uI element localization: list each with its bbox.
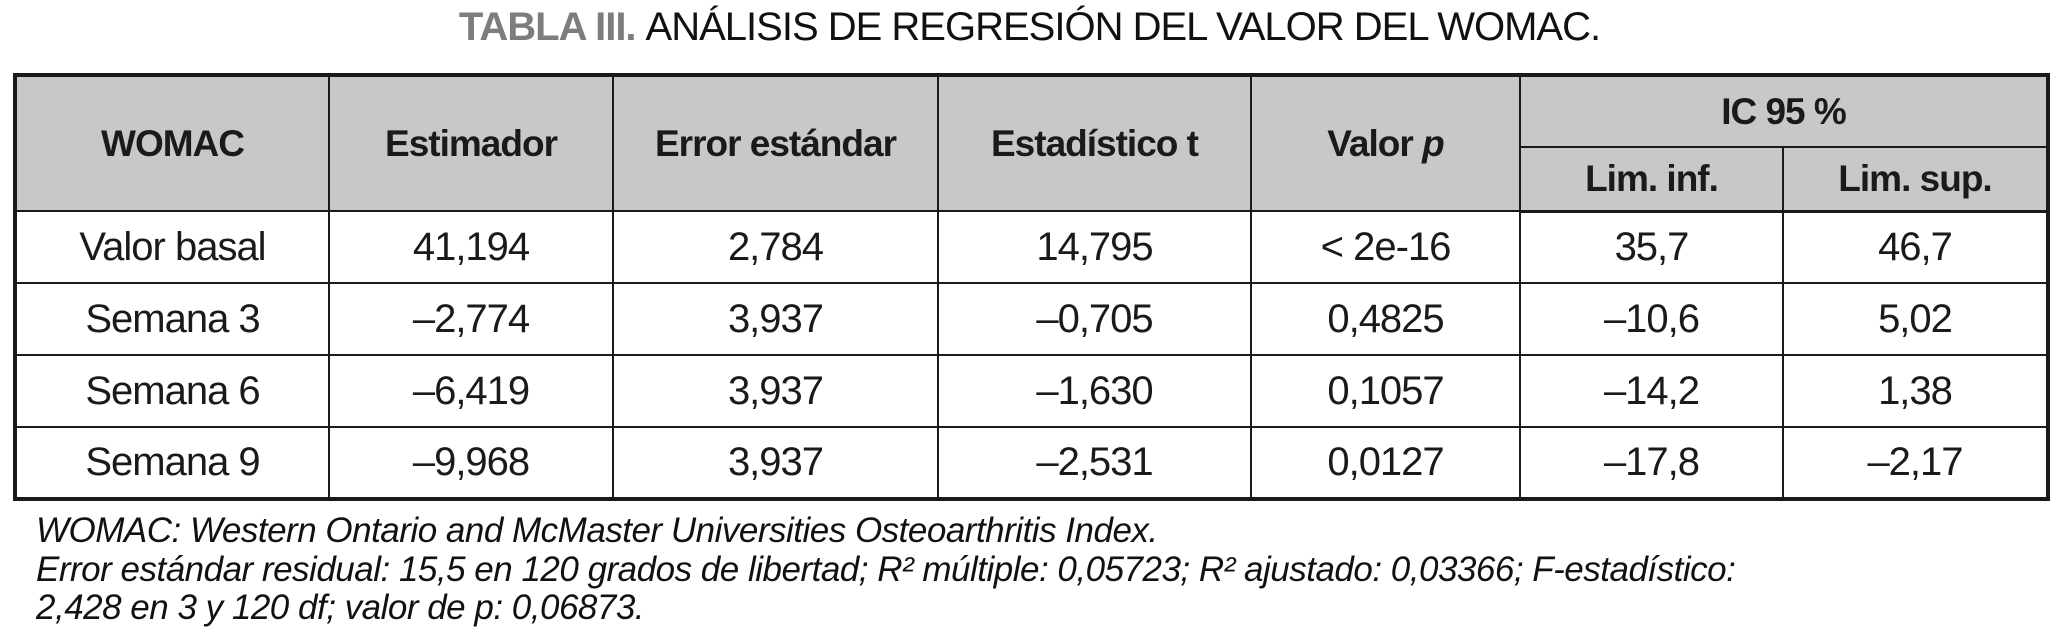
valor-p-prefix: Valor — [1327, 122, 1413, 164]
cell-lim-sup: 46,7 — [1783, 211, 2048, 283]
regression-table — [13, 73, 2050, 501]
cell-estadistico-t: –1,630 — [938, 355, 1251, 427]
cell-lim-inf: –10,6 — [1520, 283, 1783, 355]
cell-lim-sup: 1,38 — [1783, 355, 2048, 427]
table-footnotes — [36, 512, 2036, 628]
cell-valor-p: 0,4825 — [1251, 283, 1520, 355]
table-row-semana-9 — [15, 427, 2048, 499]
table-body — [15, 211, 2048, 499]
cell-error-estandar: 3,937 — [613, 355, 938, 427]
cell-estimador: –2,774 — [329, 283, 613, 355]
cell-estimador: –6,419 — [329, 355, 613, 427]
cell-estadistico-t: –0,705 — [938, 283, 1251, 355]
cell-error-estandar: 3,937 — [613, 283, 938, 355]
col-header-womac: WOMAC — [15, 75, 329, 211]
table-caption-number: TABLA III. — [458, 5, 636, 49]
footnote-model-stats-line2: 2,428 en 3 y 120 df; valor de p: 0,06873. — [36, 588, 645, 627]
cell-row-label: Semana 9 — [15, 427, 329, 499]
cell-estimador: 41,194 — [329, 211, 613, 283]
valor-p-symbol: p — [1422, 122, 1444, 164]
table-row-semana-3 — [15, 283, 2048, 355]
col-header-error-estandar: Error estándar — [613, 75, 938, 211]
cell-valor-p: < 2e-16 — [1251, 211, 1520, 283]
cell-lim-inf: 35,7 — [1520, 211, 1783, 283]
cell-error-estandar: 2,784 — [613, 211, 938, 283]
cell-lim-sup: 5,02 — [1783, 283, 2048, 355]
cell-row-label: Valor basal — [15, 211, 329, 283]
header-row-1 — [15, 75, 2048, 147]
table-row-semana-6 — [15, 355, 2048, 427]
cell-valor-p: 0,0127 — [1251, 427, 1520, 499]
cell-estimador: –9,968 — [329, 427, 613, 499]
col-header-lim-sup: Lim. sup. — [1783, 147, 2048, 211]
table-caption-text: ANÁLISIS DE REGRESIÓN DEL VALOR DEL WOMAC. — [645, 5, 1601, 49]
cell-lim-sup: –2,17 — [1783, 427, 2048, 499]
col-header-lim-inf: Lim. inf. — [1520, 147, 1783, 211]
cell-estadistico-t: –2,531 — [938, 427, 1251, 499]
cell-error-estandar: 3,937 — [613, 427, 938, 499]
cell-row-label: Semana 3 — [15, 283, 329, 355]
cell-row-label: Semana 6 — [15, 355, 329, 427]
cell-valor-p: 0,1057 — [1251, 355, 1520, 427]
col-header-valor-p — [1251, 75, 1520, 211]
table-header — [15, 75, 2048, 211]
table-row-valor-basal — [15, 211, 2048, 283]
cell-lim-inf: –14,2 — [1520, 355, 1783, 427]
footnote-model-stats-line1: Error estándar residual: 15,5 en 120 grados de libertad; R² múltiple: 0,05723; R² ajustado: 0,03366; F-estadístico: — [36, 549, 1736, 589]
col-header-estimador: Estimador — [329, 75, 613, 211]
col-header-estadistico-t: Estadístico t — [938, 75, 1251, 211]
cell-lim-inf: –17,8 — [1520, 427, 1783, 499]
cell-estadistico-t: 14,795 — [938, 211, 1251, 283]
footnote-womac-definition: WOMAC: Western Ontario and McMaster Universities Osteoarthritis Index. — [36, 511, 1158, 550]
col-header-ic95-group: IC 95 % — [1520, 75, 2048, 147]
table-caption — [0, 5, 2059, 50]
